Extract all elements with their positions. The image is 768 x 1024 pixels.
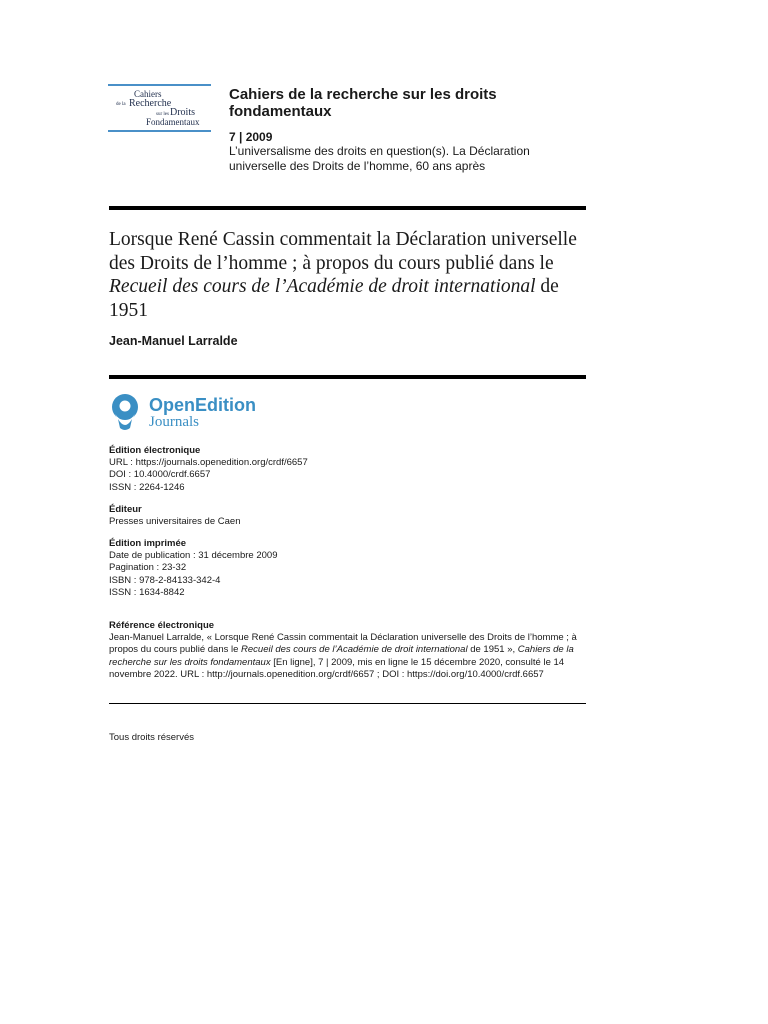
openedition-icon: [109, 394, 143, 432]
issue-number: 7 | 2009: [229, 130, 273, 144]
reference-part: Jean-Manuel Larralde, « Lorsque René Cassin commentait la Déclaration universelle des Droits de l’homme ; à propos du cours publié dans le: [109, 632, 577, 656]
article-title-text: Lorsque René Cassin commentait la Déclaration universelle des Droits de l’homme ; à propos du cours publié dans le: [109, 229, 577, 274]
journal-title: Cahiers de la recherche sur les droits fondamentaux: [229, 86, 497, 120]
section-reference: [109, 620, 587, 681]
divider-top: [109, 206, 586, 210]
section-heading: Édition électronique: [109, 445, 201, 456]
openedition-sub: Journals: [149, 414, 199, 430]
publisher-line: Presses universitaires de Caen: [109, 516, 241, 528]
issue-title: L’universalisme des droits en question(s). La Déclaration universelle des Droits de l’homme, 60 ans après: [229, 144, 530, 173]
divider-bottom: [109, 703, 586, 704]
logo-top-bar: [108, 84, 211, 86]
openedition-logo: [109, 394, 269, 434]
divider-middle: [109, 375, 586, 379]
doi-line[interactable]: DOI : 10.4000/crdf.6657: [109, 469, 211, 481]
logo-word: Recherche: [129, 98, 172, 109]
issn-line: ISSN : 2264-1246: [109, 481, 185, 493]
section-edition-electronique: [109, 445, 589, 494]
logo-word: Fondamentaux: [146, 117, 200, 127]
date-line: Date de publication : 31 décembre 2009: [109, 550, 278, 562]
section-heading: Édition imprimée: [109, 538, 187, 549]
journal-logo: [108, 84, 211, 132]
logo-word: Cahiers: [134, 89, 162, 99]
logo-bottom-bar: [108, 130, 211, 132]
article-title-text: de 1951: [109, 276, 559, 321]
isbn-line: ISBN : 978-2-84133-342-4: [109, 574, 221, 586]
reference-part[interactable]: [En ligne], 7 | 2009, mis en ligne le 15 décembre 2020, consulté le 14 novembre 2022. URL : http://journals.openedition.org/crdf/6657 ; DOI : https://doi.org/10.4000/crdf.6657: [109, 656, 565, 680]
section-editeur: [109, 504, 589, 528]
logo-word: Droits: [170, 107, 195, 118]
reference-italic: Recueil des cours de l’Académie de droit international: [241, 644, 468, 656]
section-edition-imprimee: [109, 538, 589, 599]
article-author: Jean-Manuel Larralde: [109, 334, 238, 348]
logo-word: de la: [116, 102, 126, 107]
article-title: [109, 228, 589, 322]
reference-text: [109, 632, 587, 681]
article-title-italic: Recueil des cours de l’Académie de droit international: [109, 276, 536, 297]
rights-notice: Tous droits réservés: [109, 732, 195, 743]
section-heading: Référence électronique: [109, 620, 215, 631]
section-heading: Éditeur: [109, 504, 142, 515]
logo-word: sur les: [156, 112, 169, 117]
issn-line: ISSN : 1634-8842: [109, 586, 185, 598]
pagination-line: Pagination : 23-32: [109, 562, 187, 574]
openedition-name: OpenEdition: [149, 395, 256, 415]
reference-italic: Cahiers de la recherche sur les droits fondamentaux: [109, 644, 574, 668]
url-line[interactable]: URL : https://journals.openedition.org/crdf/6657: [109, 457, 308, 469]
reference-part: de 1951 »,: [467, 644, 518, 656]
